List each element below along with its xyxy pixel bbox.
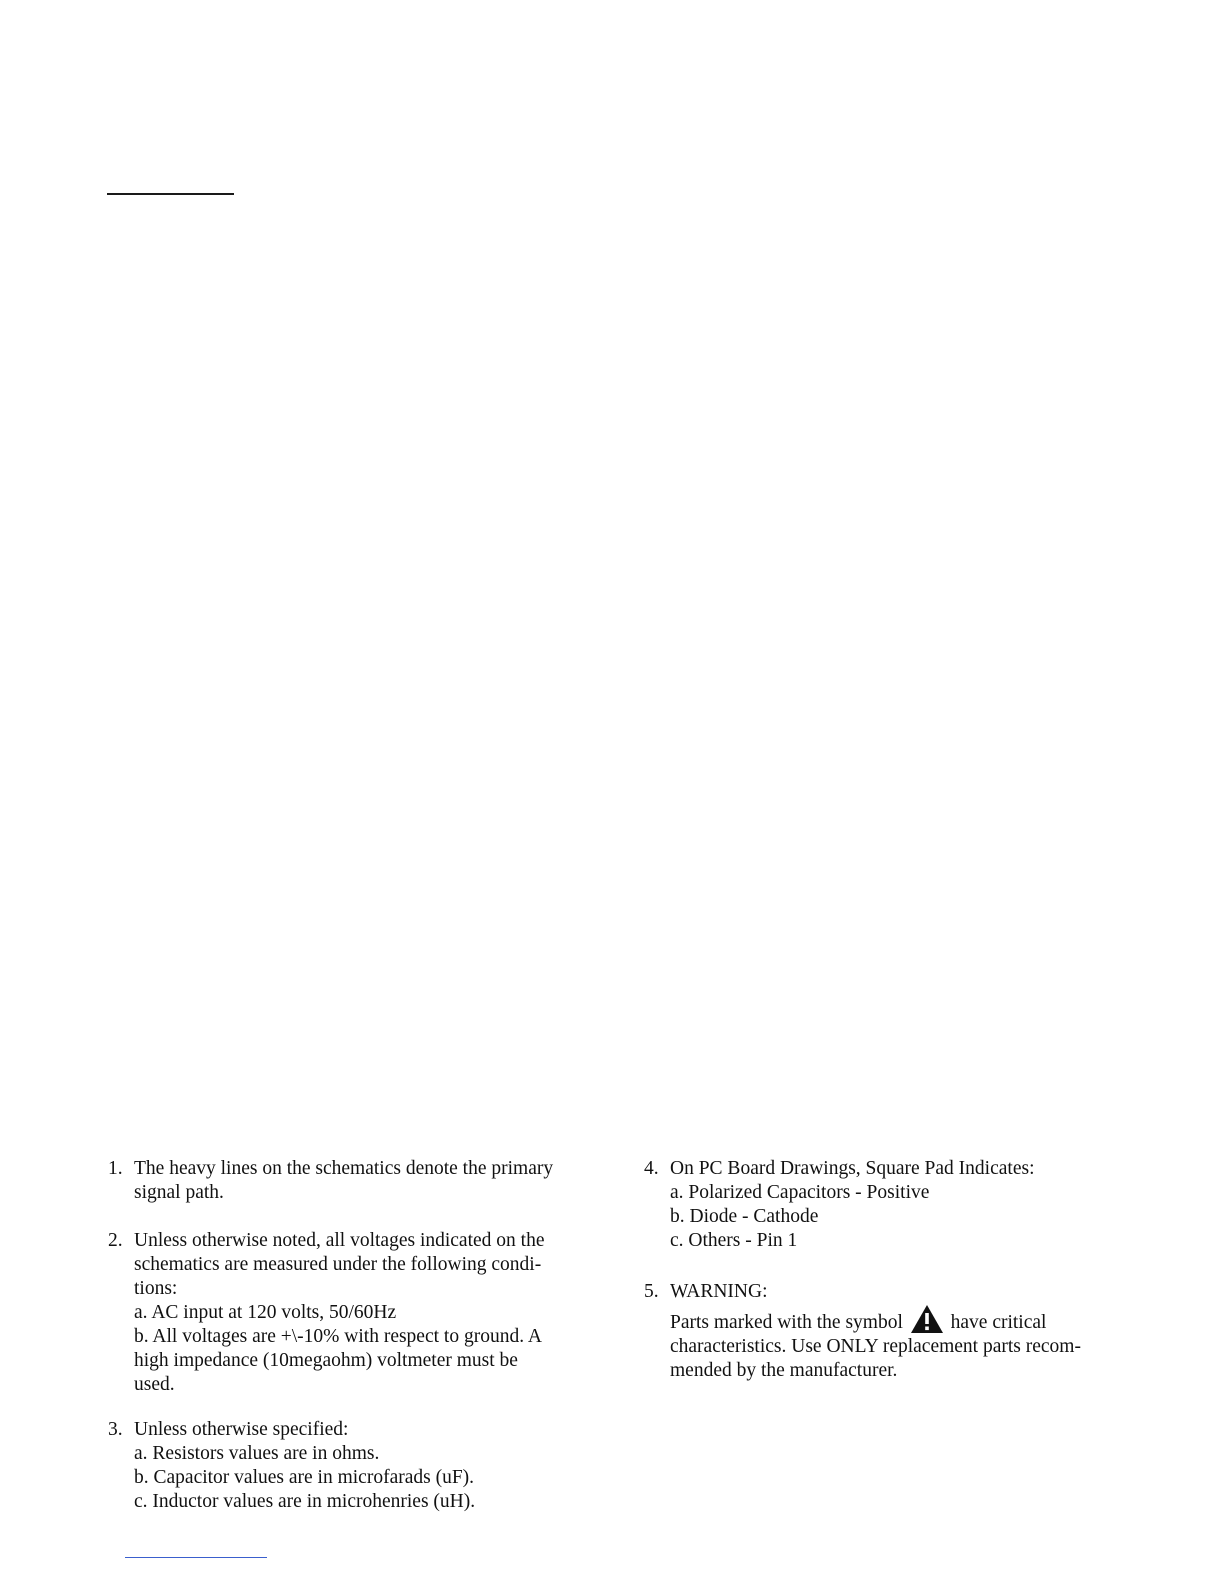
note-number: 1. <box>108 1158 123 1179</box>
note-line: b. All voltages are +\-10% with respect to ground. A <box>134 1326 542 1347</box>
note-text <box>134 1418 475 1514</box>
warning-text-after: have critical <box>950 1312 1047 1333</box>
note-line: Unless otherwise noted, all voltages indicated on the <box>134 1230 545 1251</box>
note-line: a. Polarized Capacitors - Positive <box>670 1182 930 1203</box>
warning-line: characteristics. Use ONLY replacement parts recom- <box>670 1336 1081 1357</box>
note-text <box>134 1229 544 1397</box>
note-line: The heavy lines on the schematics denote the primary <box>134 1158 554 1179</box>
note-text <box>670 1157 1034 1253</box>
note-line: a. Resistors values are in ohms. <box>134 1443 380 1464</box>
note-line: signal path. <box>134 1182 224 1203</box>
note-number: 3. <box>108 1419 123 1440</box>
header-rule <box>107 193 234 195</box>
note-number: 5. <box>644 1281 659 1302</box>
warning-line: mended by the manufacturer. <box>670 1360 898 1381</box>
note-line: c. Others - Pin 1 <box>670 1230 798 1251</box>
note-number: 4. <box>644 1158 659 1179</box>
note-line: high impedance (10megaohm) voltmeter must be <box>134 1350 518 1371</box>
warning-text-before: Parts marked with the symbol <box>670 1312 903 1333</box>
note-line: Unless otherwise specified: <box>134 1419 349 1440</box>
footer-link-rule <box>125 1557 267 1558</box>
note-line: used. <box>134 1374 175 1395</box>
note-number: 2. <box>108 1230 123 1251</box>
note-line: b. Capacitor values are in microfarads (uF). <box>134 1467 475 1488</box>
note-text <box>134 1157 553 1205</box>
note-line: b. Diode - Cathode <box>670 1206 819 1227</box>
note-line: c. Inductor values are in microhenries (uH). <box>134 1491 476 1512</box>
warning-title: WARNING: <box>670 1281 768 1302</box>
note-line: tions: <box>134 1278 178 1299</box>
warning-line <box>670 1304 1081 1335</box>
note-text <box>670 1280 1081 1383</box>
note-line: On PC Board Drawings, Square Pad Indicates: <box>670 1158 1035 1179</box>
note-line: schematics are measured under the following condi- <box>134 1254 542 1275</box>
note-line: a. AC input at 120 volts, 50/60Hz <box>134 1302 397 1323</box>
warning-triangle-icon <box>910 1304 944 1334</box>
